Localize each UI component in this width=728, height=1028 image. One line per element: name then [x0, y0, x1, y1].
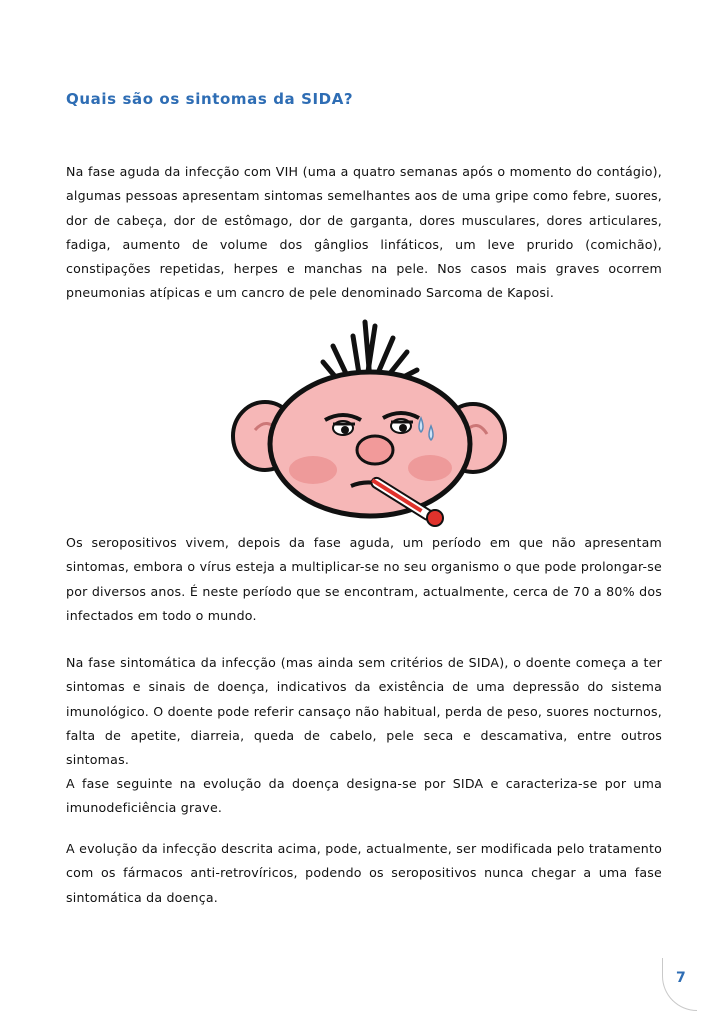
paragraph-symptomatic-phase: Na fase sintomática da infecção (mas ainda sem critérios de SIDA), o doente começa a ter sintomas e sinais de doença, indicativos da existência de uma depressão do sistema imunológico. O doente pode referir cansaço não habitual, perda de peso, suores nocturnos, falta de apetite, diarreia, queda de cabelo, pele seca e descamativa, entre outros sintomas. — [66, 655, 662, 768]
paragraph-asymptomatic-phase: Os seropositivos vivem, depois da fase aguda, um período em que não apresentam sintomas, embora o vírus esteja a multiplicar-se no seu organismo o que pode prolongar-se por diversos anos. É neste período que se encontram, actualmente, cerca de 70 a 80% dos infectados em todo o mundo. — [66, 535, 662, 623]
paragraph-acute-phase: Na fase aguda da infecção com VIH (uma a quatro semanas após o momento do contágio), algumas pessoas apresentam sintomas semelhantes aos de uma gripe como febre, suores, dor de cabeça, dor de estômago, dor de garganta, dores musculares, dores articulares, fadiga, aumento de volume dos gânglios linfáticos, um leve prurido (comichão), constipações repetidas, herpes e manchas na pele. Nos casos mais graves ocorrem pneumonias atípicas e um cancro de pele denominado Sarcoma de Kaposi. — [66, 164, 662, 301]
nose-icon — [357, 436, 393, 464]
page-title: Quais são os sintomas da SIDA? — [66, 90, 354, 108]
page-number: 7 — [676, 970, 686, 986]
paragraph-treatment: A evolução da infecção descrita acima, pode, actualmente, ser modificada pelo tratamento com os fármacos anti-retrovíricos, podendo os seropositivos nunca chegar a uma fase sintomática da doença. — [66, 841, 662, 905]
paragraph-aids-phase: A fase seguinte na evolução da doença designa-se por SIDA e caracteriza-se por uma imunodeficiência grave. — [66, 776, 662, 816]
sick-face-illustration — [225, 318, 515, 538]
